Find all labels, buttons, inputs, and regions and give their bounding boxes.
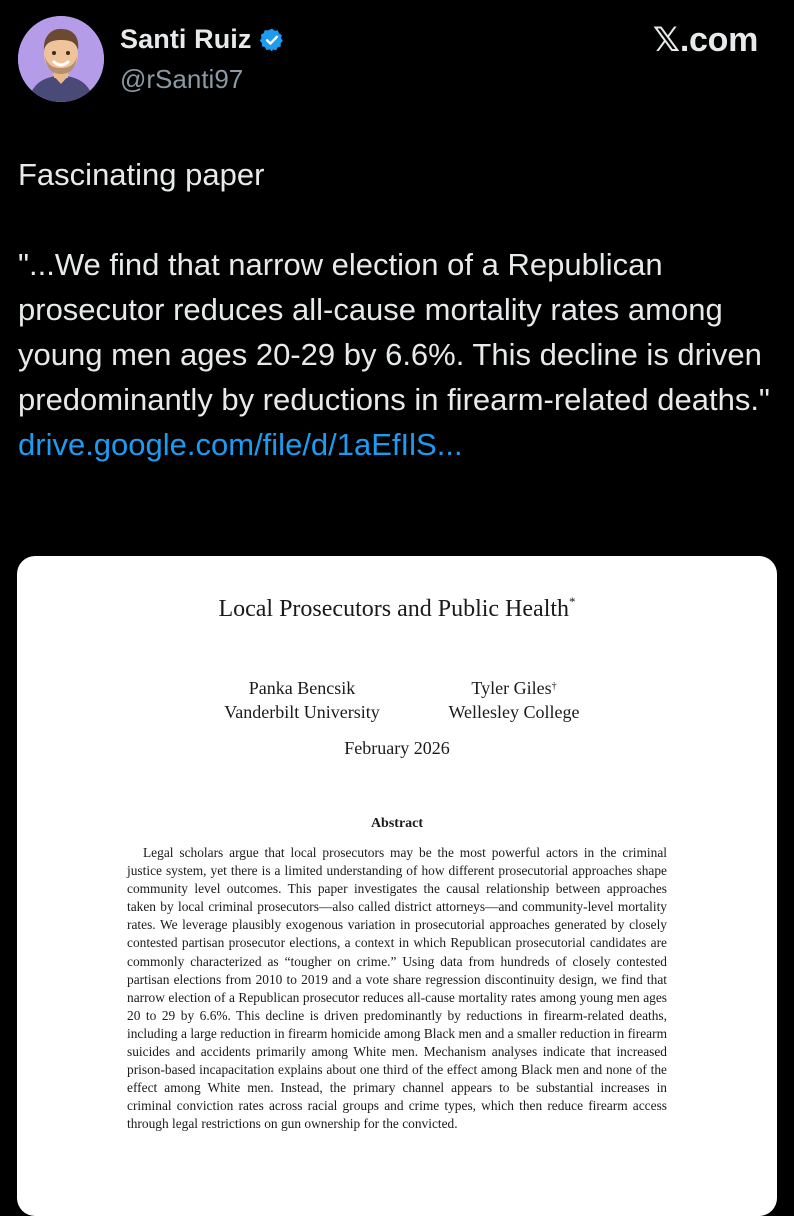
author-name: Tyler Giles	[471, 678, 552, 698]
tweet-text	[18, 152, 778, 467]
paper-author	[429, 676, 599, 724]
tweet-link[interactable]: drive.google.com/file/d/1aEfIlS...	[18, 427, 463, 462]
verified-badge-icon	[259, 27, 285, 53]
paper-title: Local Prosecutors and Public Health*	[218, 594, 576, 622]
tweet-quote-paragraph	[18, 242, 778, 467]
title-footnote-mark: *	[569, 594, 576, 609]
paper-image[interactable]	[17, 556, 777, 1216]
avatar-illustration	[18, 16, 104, 102]
tweet-line: Fascinating paper	[18, 157, 265, 192]
author-affiliation: Vanderbilt University	[224, 702, 380, 722]
tweet-header	[0, 0, 794, 110]
author-footnote-mark: †	[551, 681, 557, 692]
abstract-body: Legal scholars argue that local prosecutors may be the most powerful actors in the criminal justice system, yet there is a limited understanding of how different prosecutorial approaches shape community level outcomes. This paper investigates the causal relationship between approaches taken by local criminal prosecutors—also called district attorneys—and community-level mortality rates. We leverage plausibly exogenous variation in prosecutorial approaches generated by closely contested partisan prosecutor elections, a context in which Republican prosecutorial candidates are commonly characterized as “tougher on crime.” Using data from hundreds of closely contested partisan elections from 2010 to 2019 and a vote share regression discontinuity design, we find that narrow election of a Republican prosecutor reduces all-cause mortality rates among young men ages 20 to 29 by 6.6%. This decline is driven predominantly by reductions in firearm-related deaths, including a large reduction in firearm homicide among Black men and a smaller reduction in firearm suicides and accidents primarily among White men. Mechanism analyses indicate that increased prison-based incapacitation explains about one third of the effect among Black men and none of the effect among White men. Instead, the primary channel appears to be substantial increases in criminal conviction rates across racial groups and crime types, which then reduce firearm access through legal restrictions on gun ownership for the convicted.	[127, 845, 667, 1132]
paper-date: February 2026	[344, 738, 450, 758]
author-name: Panka Bencsik	[248, 678, 356, 698]
name-row	[120, 24, 285, 55]
user-handle[interactable]: @rSanti97	[120, 64, 244, 94]
abstract-heading: Abstract	[370, 816, 424, 831]
author-affiliation: Wellesley College	[448, 702, 580, 722]
x-logo: 𝕏.com	[652, 21, 758, 59]
author-name-row	[429, 676, 599, 700]
avatar[interactable]	[18, 16, 104, 102]
display-name[interactable]: Santi Ruiz	[120, 24, 252, 54]
tweet-quote: "...We find that narrow election of a Republican prosecutor reduces all-cause mortality rates among young men ages 20-29 by 6.6%. This decline is driven predominantly by reductions in firearm-related deaths."	[18, 247, 770, 417]
paper-author	[197, 676, 407, 724]
